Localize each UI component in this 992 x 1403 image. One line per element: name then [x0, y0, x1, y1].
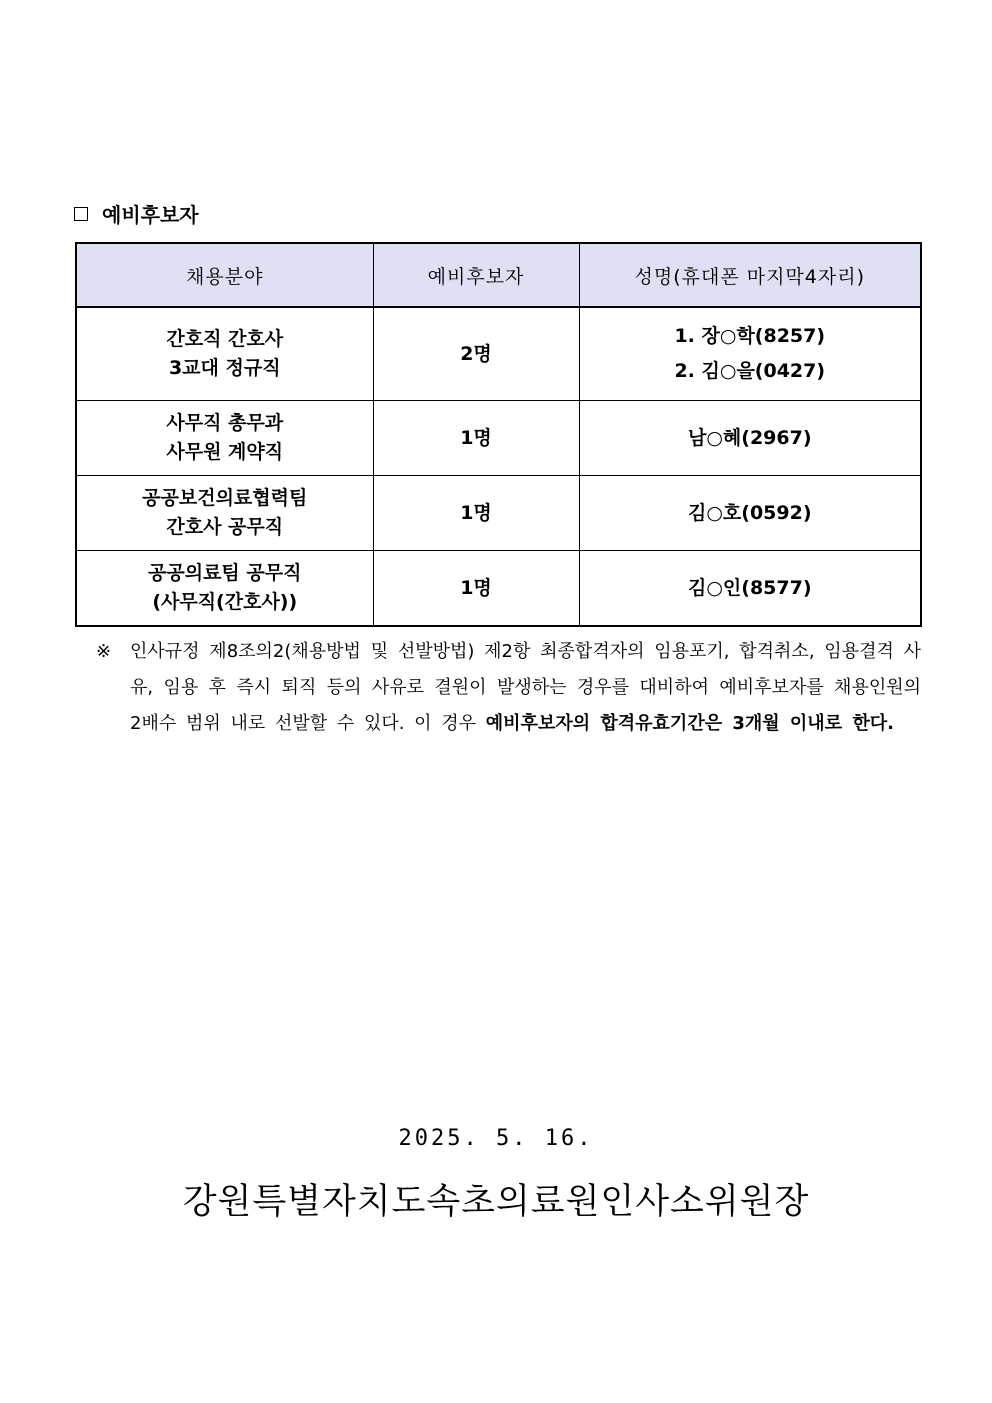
- field-cell: [76, 551, 373, 627]
- count-cell: 2명: [373, 307, 579, 401]
- field-cell: [76, 307, 373, 401]
- table-header-row: [76, 243, 921, 307]
- field-line: 공공의료팀 공무직: [148, 562, 302, 584]
- candidate-name: 1. 장○학(8257): [674, 325, 826, 347]
- field-line: 사무직 총무과: [166, 412, 284, 434]
- field-line: (사무직(간호사)): [152, 591, 298, 613]
- signer-title: 강원특별자치도속초의료원인사소위원장: [182, 1182, 810, 1222]
- note-text: 인사규정 제8조의2(채용방법 및 선발방법) 제2항 최종합격자의 임용포기, 합격취소, 임용결격 사유, 임용 후 즉시 퇴직 등의 사유로 결원이 발생하는 경우를 대비하여 예비후보자를 채용인원의 2배수 범위 내로 선발할 수 있다. 이 경우: [130, 641, 921, 734]
- section-heading: [74, 199, 199, 228]
- table-row: [76, 551, 921, 627]
- name-cell: [579, 551, 921, 627]
- field-line: 사무원 계약직: [166, 441, 284, 463]
- field-line: 간호직 간호사: [166, 328, 284, 350]
- candidate-name: 김○인(8577): [687, 576, 812, 599]
- table-row: [76, 476, 921, 551]
- header-candidate-count: 예비후보자: [373, 243, 579, 307]
- field-line: 3교대 정규직: [168, 357, 281, 379]
- table-row: [76, 401, 921, 476]
- reference-mark: ※: [96, 641, 112, 662]
- count-cell: 1명: [373, 476, 579, 551]
- field-cell: [76, 476, 373, 551]
- section-title: 예비후보자: [102, 203, 199, 227]
- document-date: 2025. 5. 16.: [398, 1126, 594, 1151]
- candidate-name: 2. 김○을(0427): [674, 360, 826, 382]
- candidate-name: 남○혜(2967): [687, 426, 812, 449]
- header-name: 성명(휴대폰 마지막4자리): [579, 243, 921, 307]
- regulation-note: [96, 634, 921, 742]
- note-body: [96, 634, 921, 742]
- field-line: 간호사 공무직: [166, 516, 284, 538]
- note-emphasis: 예비후보자의 합격유효기간은 3개월 이내로 한다.: [485, 713, 894, 734]
- square-bullet-icon: [74, 207, 88, 221]
- count-cell: 1명: [373, 401, 579, 476]
- field-line: 공공보건의료협력팀: [142, 487, 308, 509]
- header-field: 채용분야: [76, 243, 373, 307]
- count-cell: 1명: [373, 551, 579, 627]
- name-cell: [579, 476, 921, 551]
- table-row: [76, 307, 921, 401]
- field-cell: [76, 401, 373, 476]
- name-cell: [579, 401, 921, 476]
- candidate-name: 김○호(0592): [687, 501, 812, 524]
- name-cell: [579, 307, 921, 401]
- reserve-candidates-table: [75, 242, 922, 627]
